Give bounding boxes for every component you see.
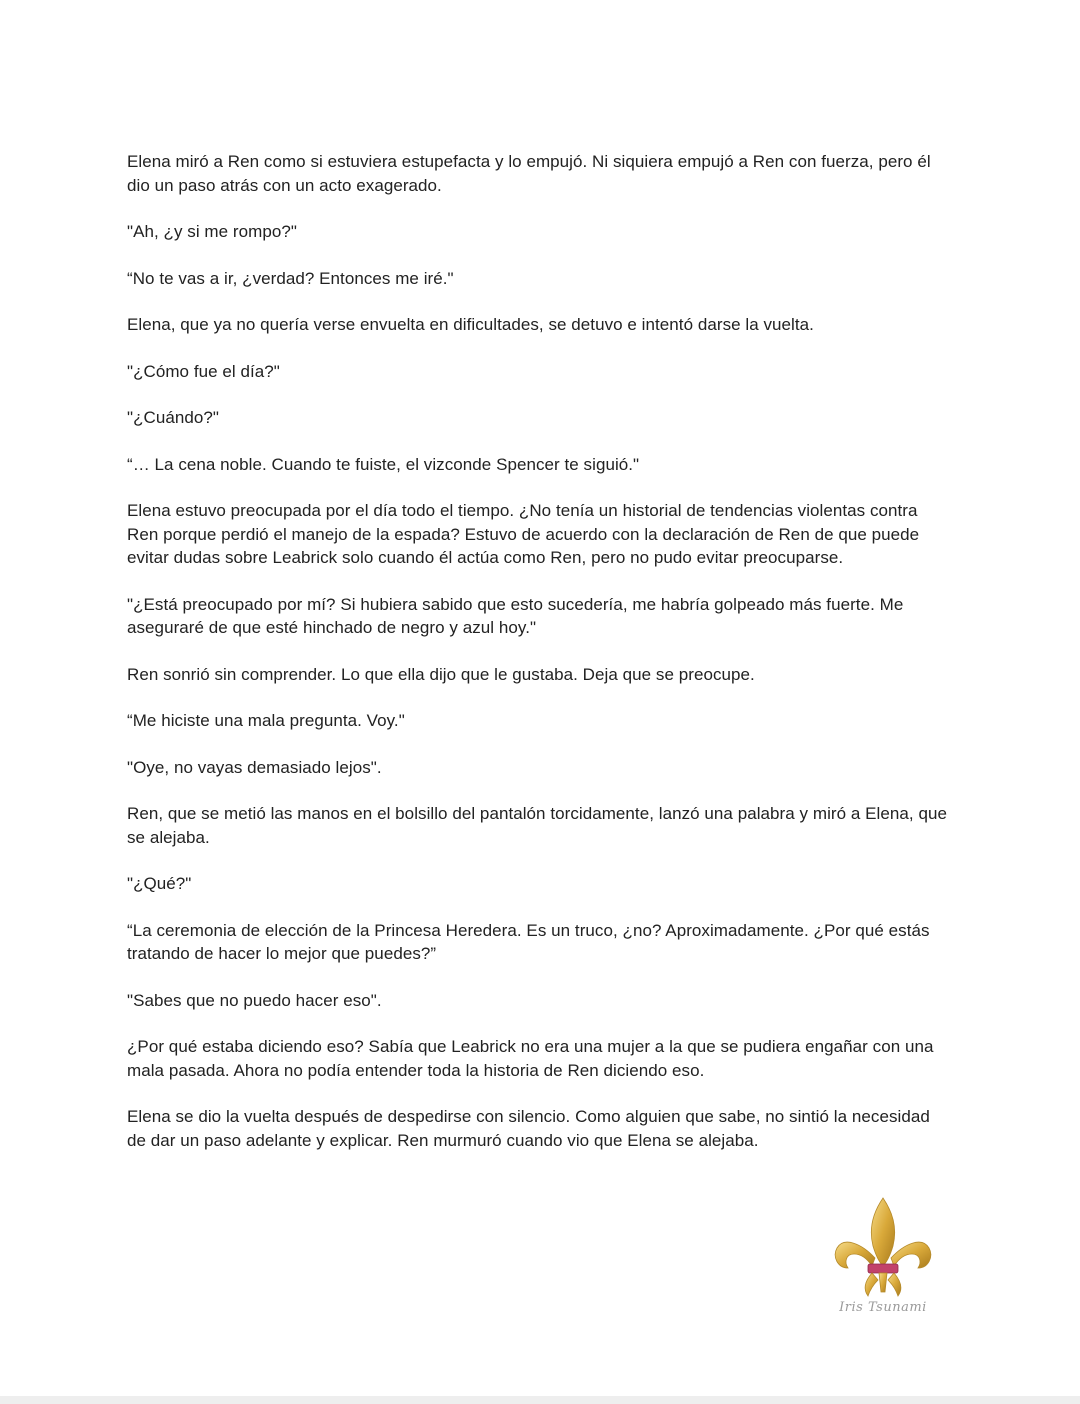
- paragraph: Elena miró a Ren como si estuviera estupefacta y lo empujó. Ni siquiera empujó a Ren con fuerza, pero él dio un paso atrás con un acto exagerado.: [127, 152, 931, 195]
- paragraph: Elena estuvo preocupada por el día todo el tiempo. ¿No tenía un historial de tendencias violentas contra Ren porque perdió el manejo de la espada? Estuvo de acuerdo con la declaración de Ren de que puede evitar dudas sobre Leabrick solo cuando él actúa como Ren, pero no pudo evitar preocuparse.: [127, 501, 920, 567]
- paragraph: "¿Qué?": [127, 874, 192, 893]
- paragraph: "¿Cuándo?": [127, 408, 219, 427]
- paragraph: "Ah, ¿y si me rompo?": [127, 222, 297, 241]
- bottom-bar: [0, 1396, 1080, 1404]
- paragraph: "¿Cómo fue el día?": [127, 361, 280, 381]
- signature: Iris Tsunami: [839, 1300, 927, 1315]
- paragraph: “La ceremonia de elección de la Princesa Heredera. Es un truco, ¿no? Aproximadamente. ¿Por qué estás tratando de hacer lo mejor que puedes?”: [127, 920, 930, 963]
- paragraph: “… La cena noble. Cuando te fuiste, el vizconde Spencer te siguió.": [127, 454, 640, 474]
- paragraph: "Oye, no vayas demasiado lejos".: [127, 757, 382, 777]
- paragraph: "¿Está preocupado por mí? Si hubiera sabido que esto sucedería, me habría golpeado más fuerte. Me aseguraré de que esté hinchado de negro y azul hoy.": [127, 594, 904, 637]
- paragraph: Ren, que se metió las manos en el bolsillo del pantalón torcidamente, lanzó una palabra y miró a Elena, que se alejaba.: [127, 804, 947, 847]
- fleur-de-lis-graphic: [832, 1196, 934, 1300]
- paragraph: "Sabes que no puedo hacer eso".: [127, 990, 382, 1010]
- paragraph: Elena se dio la vuelta después de despedirse con silencio. Como alguien que sabe, no sintió la necesidad de dar un paso adelante y explicar. Ren murmuró cuando vio que Elena se alejaba.: [127, 1107, 930, 1150]
- paragraph: ¿Por qué estaba diciendo eso? Sabía que Leabrick no era una mujer a la que se pudiera engañar con una mala pasada. Ahora no podía entender toda la historia de Ren diciendo eso.: [127, 1037, 934, 1080]
- paragraph: Elena, que ya no quería verse envuelta en dificultades, se detuvo e intentó darse la vuelta.: [127, 315, 814, 334]
- paragraph: “Me hiciste una mala pregunta. Voy.": [127, 711, 405, 730]
- paragraph: Ren sonrió sin comprender. Lo que ella dijo que le gustaba. Deja que se preocupe.: [127, 664, 755, 684]
- document-body: [127, 150, 953, 1175]
- paragraph: “No te vas a ir, ¿verdad? Entonces me iré.": [127, 268, 454, 288]
